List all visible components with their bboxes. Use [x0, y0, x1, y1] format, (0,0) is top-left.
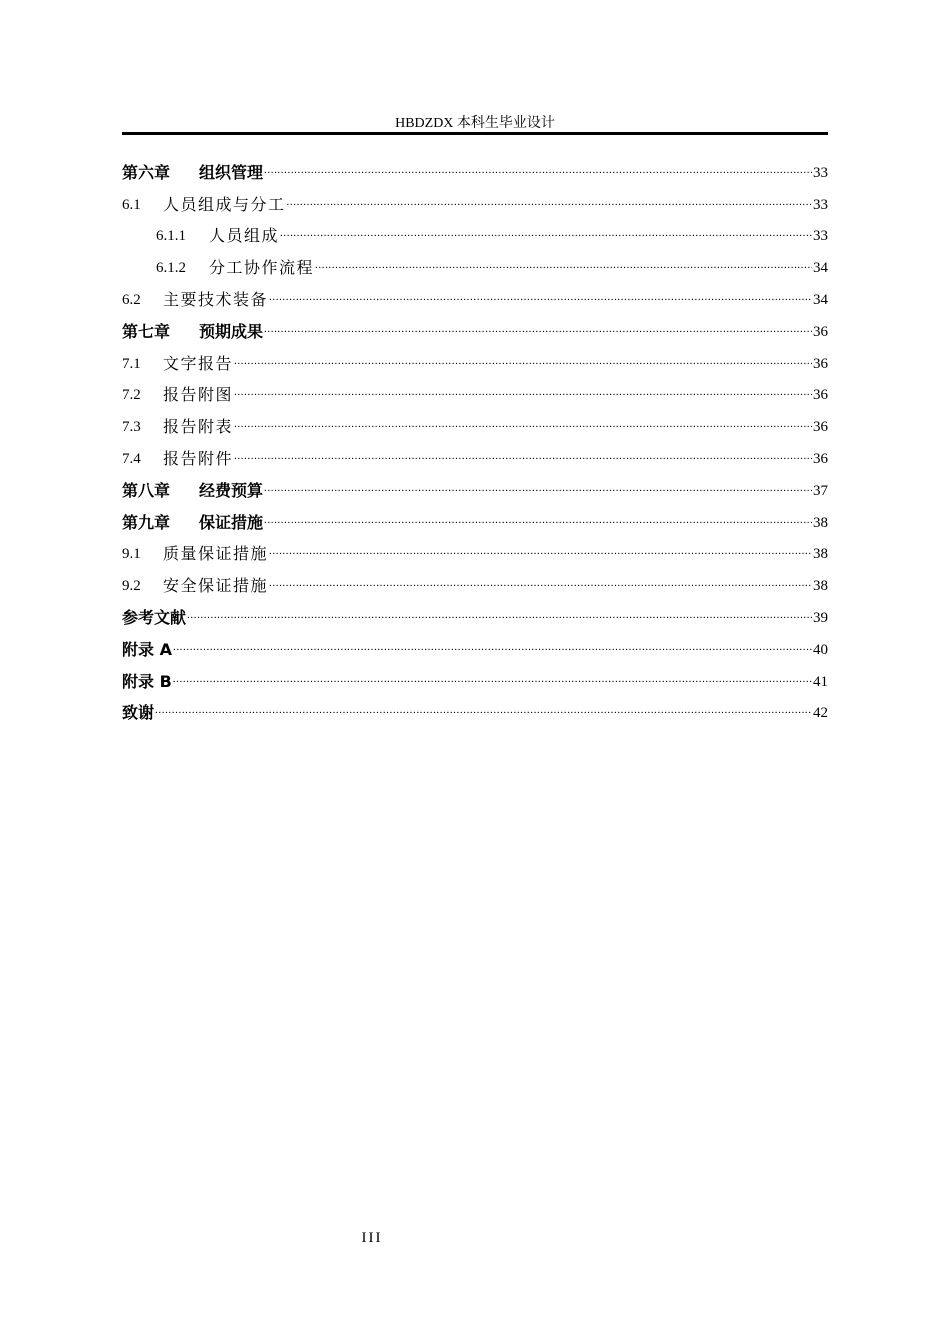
toc-entry-page: 40: [813, 641, 828, 658]
page-header: HBDZDX 本科生毕业设计: [395, 116, 555, 131]
toc-entry-number: 第七章: [122, 321, 171, 341]
toc-entry-number: 9.1: [122, 546, 141, 563]
toc-entry-title: 人员组成: [209, 226, 280, 246]
toc-entry[interactable]: [122, 473, 828, 505]
toc-entry-number: 6.1: [122, 196, 141, 213]
toc-entry-title: 致谢: [122, 703, 155, 723]
toc-leader-dots: [287, 192, 812, 212]
toc-entry-title: 组织管理: [199, 162, 264, 182]
toc-entry-number: 7.2: [122, 387, 141, 404]
toc-entry-page: 36: [813, 387, 828, 404]
toc-leader-dots: [269, 573, 812, 593]
toc-entry-number: 9.2: [122, 578, 141, 595]
toc-entry-title: 主要技术装备: [163, 289, 269, 309]
toc-entry[interactable]: [122, 441, 828, 473]
toc-entry-number: 6.2: [122, 291, 141, 308]
toc-entry-title: 分工协作流程: [209, 258, 315, 278]
toc-leader-dots: [234, 446, 812, 466]
toc-entry[interactable]: [122, 314, 828, 346]
toc-leader-dots: [234, 382, 812, 402]
toc-entry-page: 36: [813, 323, 828, 340]
toc-leader-dots: [187, 605, 812, 625]
toc-leader-dots: [173, 637, 812, 657]
toc-leader-dots: [155, 700, 812, 720]
toc-entry-title: 参考文献: [122, 607, 187, 627]
toc-entry[interactable]: [122, 282, 828, 314]
toc-entry-page: 33: [813, 196, 828, 213]
toc-entry-page: 41: [813, 673, 828, 690]
toc-entry-number: 6.1.1: [156, 228, 186, 245]
toc-entry-page: 38: [813, 514, 828, 531]
page-number: III: [361, 1230, 383, 1246]
toc-entry[interactable]: [122, 505, 828, 537]
toc-leader-dots: [264, 160, 812, 180]
toc-entry-page: 38: [813, 578, 828, 595]
toc-entry[interactable]: [122, 187, 828, 219]
toc-entry-page: 37: [813, 482, 828, 499]
toc-entry[interactable]: [122, 219, 828, 251]
toc-entry-title: 经费预算: [199, 480, 264, 500]
toc-entry-number: 7.4: [122, 450, 141, 467]
toc-entry[interactable]: [122, 378, 828, 410]
toc-entry-title: 报告附件: [163, 448, 234, 468]
toc-entry[interactable]: [122, 664, 828, 696]
toc-leader-dots: [264, 510, 812, 530]
toc-entry-number: 7.1: [122, 355, 141, 372]
toc-leader-dots: [234, 414, 812, 434]
toc-entry-number: 第六章: [122, 162, 171, 182]
toc-entry-page: 36: [813, 419, 828, 436]
toc-entry[interactable]: [122, 155, 828, 187]
toc-entry-title: 附录 B: [122, 671, 172, 691]
toc-leader-dots: [315, 255, 812, 275]
toc-entry-title: 报告附表: [163, 417, 234, 437]
toc-entry[interactable]: [122, 696, 828, 728]
toc-entry[interactable]: [122, 250, 828, 282]
toc-entry-page: 34: [813, 260, 828, 277]
toc-entry-number: 第九章: [122, 512, 171, 532]
toc-entry-title: 文字报告: [163, 353, 234, 373]
toc-entry-number: 第八章: [122, 480, 171, 500]
table-of-contents: [122, 155, 828, 727]
toc-leader-dots: [269, 287, 812, 307]
toc-entry[interactable]: [122, 346, 828, 378]
toc-entry[interactable]: [122, 409, 828, 441]
toc-entry-title: 附录 A: [122, 639, 172, 659]
toc-entry-page: 33: [813, 164, 828, 181]
toc-entry-page: 34: [813, 291, 828, 308]
toc-entry-title: 人员组成与分工: [163, 194, 286, 214]
toc-entry-title: 报告附图: [163, 385, 234, 405]
toc-entry-page: 39: [813, 609, 828, 626]
toc-entry[interactable]: [122, 568, 828, 600]
toc-leader-dots: [173, 669, 812, 689]
toc-entry[interactable]: [122, 600, 828, 632]
toc-entry-page: 38: [813, 546, 828, 563]
toc-entry-title: 预期成果: [199, 321, 264, 341]
toc-entry-number: 7.3: [122, 419, 141, 436]
toc-entry-page: 36: [813, 355, 828, 372]
header-rule: [122, 132, 828, 135]
toc-entry-page: 36: [813, 450, 828, 467]
toc-leader-dots: [234, 351, 812, 371]
toc-entry-page: 33: [813, 228, 828, 245]
toc-entry[interactable]: [122, 632, 828, 664]
toc-leader-dots: [280, 223, 812, 243]
toc-entry-number: 6.1.2: [156, 260, 186, 277]
toc-leader-dots: [264, 478, 812, 498]
toc-entry-title: 保证措施: [199, 512, 264, 532]
toc-leader-dots: [264, 319, 812, 339]
toc-entry-title: 安全保证措施: [163, 576, 269, 596]
toc-entry-title: 质量保证措施: [163, 544, 269, 564]
toc-entry-page: 42: [813, 705, 828, 722]
toc-leader-dots: [269, 541, 812, 561]
toc-entry[interactable]: [122, 537, 828, 569]
